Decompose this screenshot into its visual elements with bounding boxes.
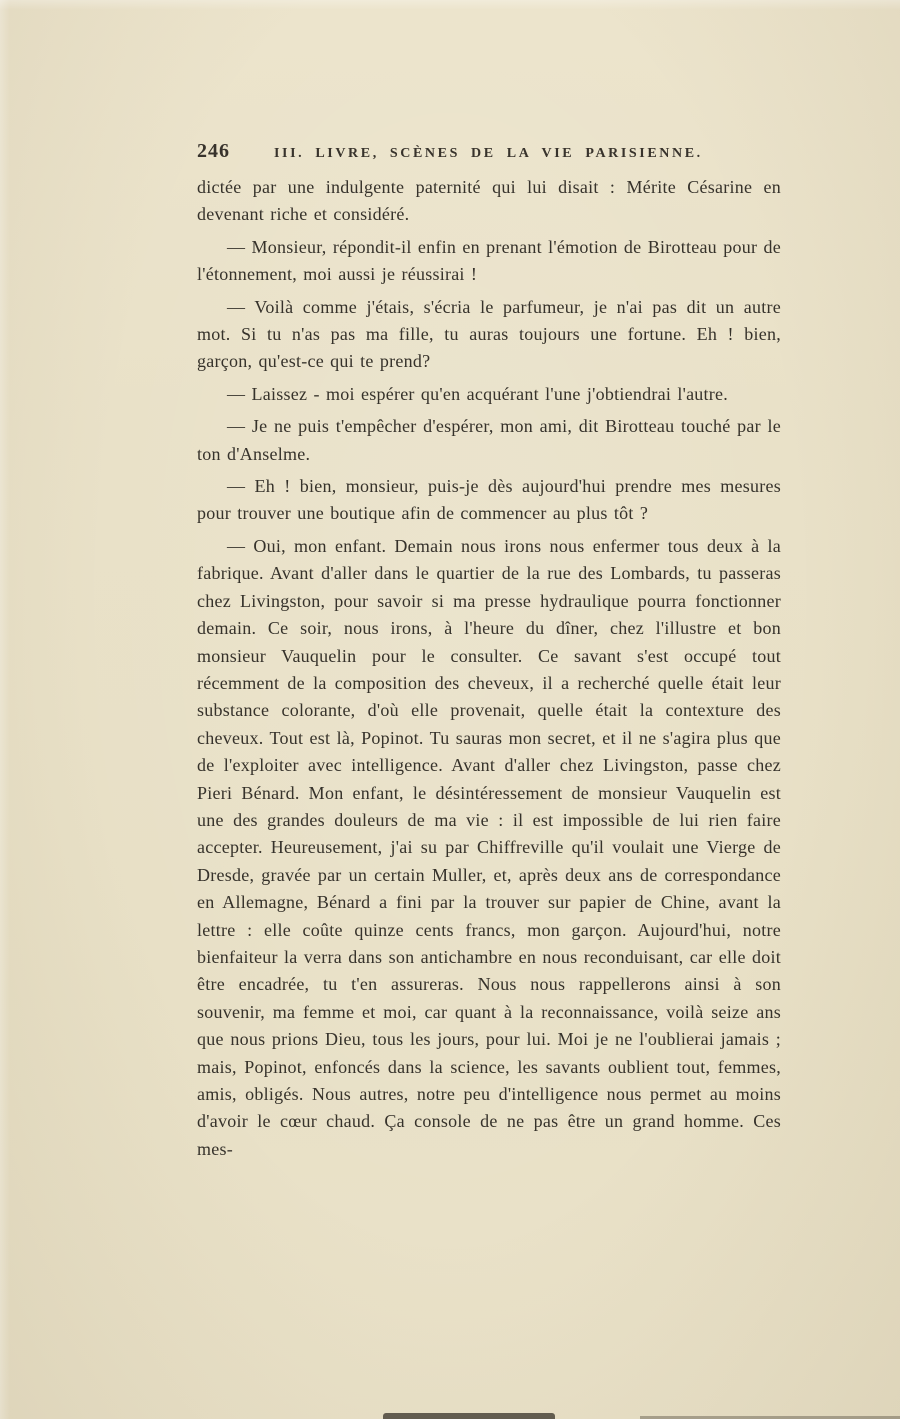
paragraph: — Oui, mon enfant. Demain nous irons nous enfermer tous deux à la fabrique. Avant d'aller dans le quartier de la rue des Lombards, tu passeras chez Livingston, pour savoir si ma presse hydraulique pourra fonctionner demain. Ce soir, nous irons, à l'heure du dîner, chez l'illustre et bon monsieur Vauquelin pour le consulter. Ce savant s'est occupé tout récemment de la composition des cheveux, il a recherché quelle était leur substance colorante, d'où elle provenait, quelle était la contexture des cheveux. Tout est là, Popinot. Tu sauras mon secret, et il ne s'agira plus que de l'exploiter avec intelligence. Avant d'aller chez Livingston, passe chez Pieri Bénard. Mon enfant, le désintéressement de monsieur Vauquelin est une des grandes douleurs de ma vie : il est impossible de lui rien faire accepter. Heureusement, j'ai su par Chiffreville qu'il voulait une Vierge de Dresde, gravée par un certain Muller, et, après deux ans de correspondance en Allemagne, Bénard a fini par la trouver sur papier de Chine, avant la lettre : elle coûte quinze cents francs, mon garçon. Aujourd'hui, notre bienfaiteur la verra dans son antichambre en nous reconduisant, car elle doit être encadrée, tu t'en assureras. Nous nous rappellerons ainsi à son souvenir, ma femme et moi, car quant à la reconnaissance, voilà seize ans que nous prions Dieu, tous les jours, pour lui. Moi je ne l'oublierai jamais ; mais, Popinot, enfoncés dans la science, les savants oublient tout, femmes, amis, obligés. Nous autres, notre peu d'intelligence nous permet au moins d'avoir le cœur chaud. Ça console de ne pas être un grand homme. Ces mes- [197,535,781,1159]
paragraph: — Laissez - moi espérer qu'en acquérant l'une j'obtiendrai l'autre. [227,383,729,404]
paragraph: — Monsieur, répondit-il enfin en prenant l'émotion de Birotteau pour de l'étonnement, moi aussi je réussirai ! [197,236,781,285]
paragraph: dictée par une indulgente paternité qui lui disait : Mérite Césarine en devenant riche et considéré. [197,177,781,225]
paragraph: — Voilà comme j'étais, s'écria le parfumeur, je n'ai pas dit un autre mot. Si tu n'as pas ma fille, tu auras toujours une fortune. Eh ! bien, garçon, qu'est-ce qui te prend? [197,296,781,372]
scan-edge-top [0,0,900,10]
paragraph: — Je ne puis t'empêcher d'espérer, mon ami, dit Birotteau touché par le ton d'Anselme. [197,416,781,464]
page-number: 246 [197,140,230,162]
paragraph: — Eh ! bien, monsieur, puis-je dès aujourd'hui prendre mes mesures pour trouver une boutique afin de commencer au plus tôt ? [197,476,781,524]
scan-artifact-bottom [383,1413,555,1419]
scan-edge-left [0,0,10,1419]
running-title: III. LIVRE, SCÈNES DE LA VIE PARISIENNE. [274,146,703,161]
page-header [197,140,781,163]
page-body [197,174,781,1168]
